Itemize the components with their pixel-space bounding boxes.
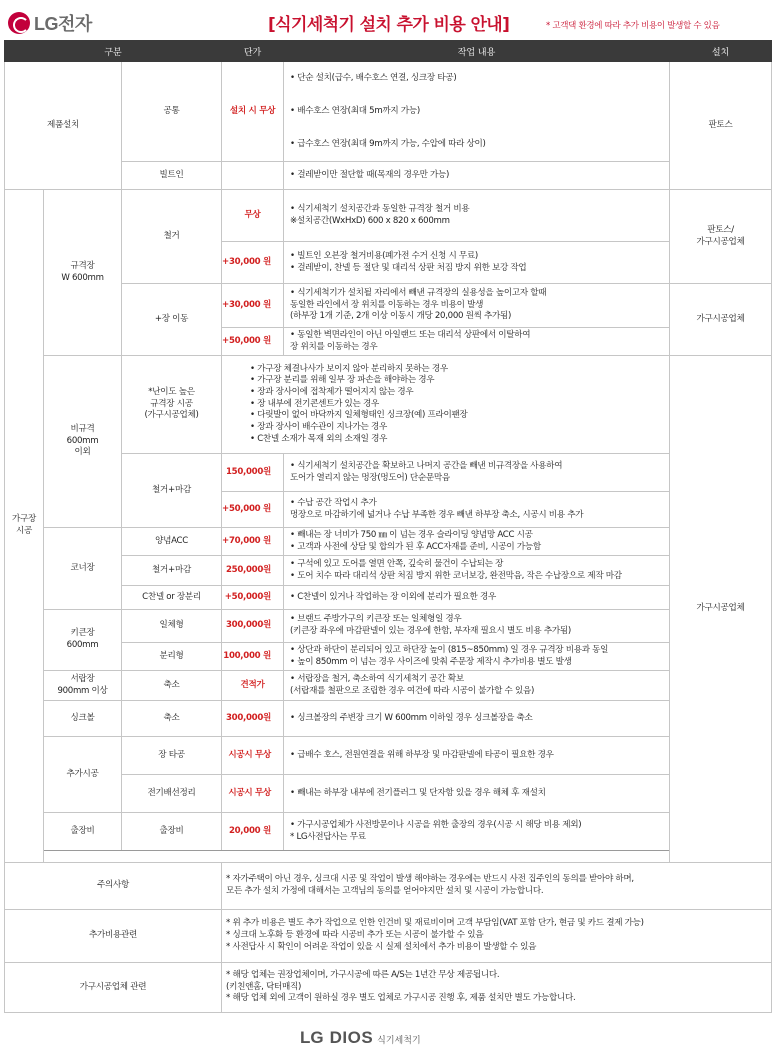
note-row: [5, 863, 772, 910]
note-text: * 자가주택이 아닌 경우, 싱크대 시공 및 작업이 발생 해야하는 경우에는 반드시 사전 집주인의 동의를 받아야 하며, 모든 추가 설치 가정에 대해서는 고객님의 동의를 얻어야지만 설치 및 시공이 가능합니다.: [222, 863, 772, 910]
note-label: 가구시공업체 관련: [5, 963, 222, 1013]
description-cell: • 식기세척기가 설치될 자리에서 빼낸 규격장의 실용성을 높이고자 할때 동일한 라인에서 장 위치를 이동하는 경우 비용이 발생 (하부장 1개 기준, 2개 이상 이동시 개당 20,000 원씩 추가됨): [284, 284, 670, 328]
footer-product-text: 식기세척기: [377, 1036, 421, 1046]
category-cell: 싱크볼: [44, 701, 122, 737]
subcategory-cell: +장 이동: [122, 284, 222, 356]
lg-logo: [8, 10, 92, 36]
note-row: [5, 963, 772, 1013]
footer-lg-text: LG: [300, 1028, 324, 1047]
price-cell: +30,000 원: [222, 242, 284, 284]
price-cell: +50,000 원: [222, 328, 284, 356]
subcategory-cell: *난이도 높은 규격장 시공 (가구시공업체): [122, 356, 222, 454]
column-header: 구분: [5, 41, 222, 62]
price-cell: +30,000 원: [222, 284, 284, 328]
table-row: [5, 701, 772, 737]
subcategory-cell: 철거: [122, 190, 222, 284]
description-cell: • 급배수 호스, 전원연결을 위해 하부장 및 마감판넬에 타공이 필요한 경우: [284, 737, 670, 775]
column-header: 설치: [670, 41, 772, 62]
description-line: • 단순 설치(급수, 배수호스 연결, 싱크장 타공): [290, 72, 457, 83]
category-cell: 제품설치: [5, 62, 122, 190]
table-row: [5, 813, 772, 851]
note-label: 주의사항: [5, 863, 222, 910]
description-cell: • 걸레받이만 절단할 때(목재의 경우만 가능): [284, 162, 670, 190]
column-header: 단가: [222, 41, 284, 62]
price-cell: 견적가: [222, 671, 284, 701]
category-cell: 키큰장 600mm: [44, 610, 122, 671]
installer-cell: 가구시공업체: [670, 356, 772, 863]
lg-logo-icon: [8, 12, 30, 34]
installer-cell: 판토스/ 가구시공업체: [670, 190, 772, 284]
installer-cell: 판토스: [670, 62, 772, 190]
table-row: [5, 737, 772, 775]
note-label: 추가비용관련: [5, 910, 222, 963]
description-cell: • 수납 공간 작업시 추가 멍장으로 마감하기에 넓거나 수납 부족한 경우 빼낸 하부장 축소, 시공시 비용 추가: [284, 492, 670, 528]
table-row: [5, 671, 772, 701]
price-cell: 150,000원: [222, 454, 284, 492]
description-cell: • 서랍장을 철거, 축소하여 식기세척기 공간 확보 (서랍재를 철판으로 조립한 경우 여건에 따라 시공이 불가할 수 있음): [284, 671, 670, 701]
description-cell: • 빌트인 오븐장 철거비용(폐가전 수거 신청 시 무료) • 걸레받이, 찬넬 등 절단 및 대리석 상판 처짐 방지 위한 보강 작업: [284, 242, 670, 284]
category-cell: 규격장 W 600mm: [44, 190, 122, 356]
price-cell: 시공시 무상: [222, 737, 284, 775]
description-cell: • 상단과 하단이 분리되어 있고 하단장 높이 (815~850mm) 일 경우 규격장 비용과 동일 • 높이 850mm 이 넘는 경우 사이즈에 맞춰 주문장 제작시 추가비용 별도 발생: [284, 643, 670, 671]
footer-dios-text: DIOS: [329, 1028, 374, 1047]
description-cell: • 식기세척기 설치공간과 동일한 규격장 철거 비용 ※설치공간(WxHxD) 600 x 820 x 600mm: [284, 190, 670, 242]
subcategory-cell: 일체형: [122, 610, 222, 643]
price-cell: +50,000 원: [222, 492, 284, 528]
cost-table: [4, 40, 772, 1013]
section-divider: [5, 851, 772, 863]
subcategory-cell: 장 타공: [122, 737, 222, 775]
category-cell: 서랍장 900mm 이상: [44, 671, 122, 701]
subcategory-cell: 축소: [122, 671, 222, 701]
price-cell: 300,000원: [222, 701, 284, 737]
column-header: 작업 내용: [284, 41, 670, 62]
description-cell: • 식기세척기 설치공간을 확보하고 나머지 공간을 빼낸 비규격장을 사용하여 도어가 열리지 않는 멍장(멍도어) 단순문막음: [284, 454, 670, 492]
price-cell: 무상: [222, 190, 284, 242]
price-cell: 100,000 원: [222, 643, 284, 671]
description-cell: • 가구시공업체가 사전방문이나 시공을 위한 출장의 경우(시공 시 해당 비용 제외) * LG사전답사는 무료: [284, 813, 670, 851]
installer-cell: 가구시공업체: [670, 284, 772, 356]
description-cell: • 구석에 있고 도어를 열면 안쪽, 깊숙히 물건이 수납되는 장 • 도어 치수 따라 대리석 상판 처짐 방지 위한 코너보강, 완전막음, 작은 수납장으로 제작 마감: [284, 556, 670, 586]
subcategory-cell: 빌트인: [122, 162, 222, 190]
description-cell: [284, 62, 670, 162]
subcategory-cell: 공통: [122, 62, 222, 162]
page-header: [0, 0, 773, 44]
subcategory-cell: 축소: [122, 701, 222, 737]
price-cell: +70,000 원: [222, 528, 284, 556]
category-cell: 비규격 600mm 이외: [44, 356, 122, 528]
subcategory-cell: 출장비: [122, 813, 222, 851]
subcategory-cell: 철거+마감: [122, 556, 222, 586]
description-line: • 급수호스 연장(최대 9m까지 가능, 수압에 따라 상이): [290, 138, 486, 149]
description-cell: • 동일한 벽면라인이 아닌 아일랜드 또는 대리석 상판에서 이탈하여 장 위치를 이동하는 경우: [284, 328, 670, 356]
price-cell: +50,000원: [222, 586, 284, 610]
subcategory-cell: 양념ACC: [122, 528, 222, 556]
category-cell: 가구장 시공: [5, 190, 44, 863]
table-row: [5, 190, 772, 242]
description-cell: • 빼내는 하부장 내부에 전기플러그 및 단자함 있을 경우 해체 후 재설치: [284, 775, 670, 813]
subcategory-cell: C찬넬 or 장분리: [122, 586, 222, 610]
description-cell: • 빼내는 장 너비가 750 ㎜ 이 넘는 경우 슬라이딩 양념망 ACC 시공 • 고객과 사전에 상담 및 합의가 된 후 ACC자재를 준비, 시공이 가능함: [284, 528, 670, 556]
footer-logo: [300, 1028, 421, 1048]
subcategory-cell: 분리형: [122, 643, 222, 671]
cost-notice: * 고객댁 환경에 따라 추가 비용이 발생할 수 있음: [546, 21, 720, 31]
table-row: [5, 62, 772, 162]
category-cell: 코너장: [44, 528, 122, 610]
note-text: * 해당 업체는 권장업체이며, 가구시공에 따른 A/S는 1년간 무상 제공됩니다. (키친앤홈, 닥터매직) * 해당 업체 외에 고객이 원하실 경우 별도 업체로 가구시공 진행 후, 제품 설치만 별도 가능합니다.: [222, 963, 772, 1013]
table-row: [5, 356, 772, 454]
price-cell: 250,000원: [222, 556, 284, 586]
subcategory-cell: 전기배선정리: [122, 775, 222, 813]
table-row: [5, 610, 772, 643]
category-cell: 추가시공: [44, 737, 122, 813]
description-cell: • 가구장 체결나사가 보이지 않아 분리하지 못하는 경우 • 가구장 분리를 위해 일부 장 파손을 해야하는 경우 • 장과 장사이에 접착제가 떨어지지 않는 경우 • 장 내부에 전기콘센트가 있는 경우 • 다릿발이 없어 바닥까지 일체형태인 싱크장(예) 프라이팬장 • 장과 장사이 배수관이 지나가는 경우 • C찬넬 소재가 목재 외의 소재일 경우: [222, 356, 670, 454]
subcategory-cell: 철거+마감: [122, 454, 222, 528]
table-row: [5, 528, 772, 556]
category-cell: 출장비: [44, 813, 122, 851]
description-cell: • C찬넬이 있거나 작업하는 장 이외에 분리가 필요한 경우: [284, 586, 670, 610]
note-text: * 위 추가 비용은 별도 추가 작업으로 인한 인건비 및 재료비이며 고객 부담임(VAT 포함 단가, 현금 및 카드 결제 가능) * 싱크대 노후화 등 환경에 따라 시공비 추가 또는 시공이 불가할 수 있음 * 사전답사 시 확인이 어려운 작업이 있을 시 실제 설치에서 추가 비용이 발생할 수 있음: [222, 910, 772, 963]
description-cell: • 브랜드 주방가구의 키큰장 또는 일체형일 경우 (키큰장 좌우에 마감판넬이 있는 경우에 한함, 부자재 필요시 별도 비용 추가됨): [284, 610, 670, 643]
price-cell: 시공시 무상: [222, 775, 284, 813]
price-cell: 설치 시 무상: [222, 62, 284, 162]
table-header-row: [5, 41, 772, 62]
page-title: [식기세척기 설치 추가 비용 안내]: [268, 15, 510, 35]
description-cell: • 싱크볼장의 주변장 크기 W 600mm 이하일 경우 싱크볼장을 축소: [284, 701, 670, 737]
price-cell: 300,000원: [222, 610, 284, 643]
logo-text: LG전자: [34, 14, 92, 34]
price-cell: 20,000 원: [222, 813, 284, 851]
note-row: [5, 910, 772, 963]
description-line: • 배수호스 연장(최대 5m까지 가능): [290, 105, 420, 116]
